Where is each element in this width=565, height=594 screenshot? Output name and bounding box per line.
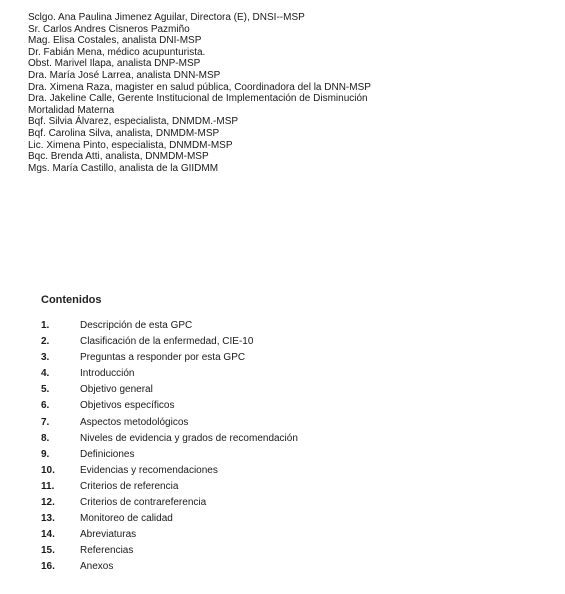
author-list [28, 12, 558, 174]
toc-label: Abreviaturas [80, 529, 137, 541]
toc-number: 8. [41, 432, 50, 444]
author-line: Mag. Elisa Costales, analista DNI-MSP [28, 35, 202, 47]
toc-number: 2. [41, 336, 50, 348]
toc-label: Evidencias y recomendaciones [80, 464, 218, 476]
toc-item [41, 433, 521, 449]
toc-item [41, 561, 521, 577]
toc-item [41, 497, 521, 513]
toc-label: Objetivos específicos [80, 400, 175, 412]
toc-item [41, 320, 521, 336]
toc-number: 4. [41, 368, 50, 380]
toc-number: 6. [41, 400, 50, 412]
toc-label: Aspectos metodológicos [80, 416, 189, 428]
author-line: Mgs. María Castillo, analista de la GIIDMM [28, 162, 219, 174]
toc-label: Criterios de contrareferencia [80, 497, 207, 509]
toc-item [41, 336, 521, 352]
toc-label: Descripción de esta GPC [80, 320, 193, 331]
toc-item [41, 368, 521, 384]
author-line: Dra. Ximena Raza, magister en salud pública, Coordinadora del la DNN-MSP [28, 81, 371, 93]
author-line: Bqf. Silvia Álvarez, especialista, DNMDM.-MSP [28, 116, 239, 128]
toc-label: Introducción [80, 368, 135, 380]
toc-label: Definiciones [80, 448, 135, 460]
toc-item [41, 400, 521, 416]
toc-number: 5. [41, 384, 50, 396]
author-line: Bqc. Brenda Atti, analista, DNMDM-MSP [28, 151, 209, 163]
toc-item [41, 513, 521, 529]
toc-label: Objetivo general [80, 384, 153, 396]
table-of-contents [41, 320, 521, 578]
toc-number: 13. [41, 513, 55, 525]
toc-number: 12. [41, 497, 55, 509]
toc-label: Monitoreo de calidad [80, 513, 173, 525]
toc-label: Niveles de evidencia y grados de recomendación [80, 432, 298, 444]
toc-number: 9. [41, 448, 50, 460]
author-line: Dr. Fabián Mena, médico acupunturista. [28, 46, 206, 58]
toc-label: Preguntas a responder por esta GPC [80, 352, 246, 364]
toc-number: 15. [41, 545, 55, 557]
toc-number: 16. [41, 561, 55, 573]
toc-item [41, 481, 521, 497]
author-line: Lic. Ximena Pinto, especialista, DNMDM-MSP [28, 139, 233, 151]
author-line: Obst. Marivel Ilapa, analista DNP-MSP [28, 58, 201, 70]
toc-label: Anexos [80, 561, 114, 573]
author-line: Bqf. Carolina Silva, analista, DNMDM-MSP [28, 127, 220, 139]
toc-label: Criterios de referencia [80, 480, 179, 492]
toc-item [41, 465, 521, 481]
toc-number: 7. [41, 416, 50, 428]
author-line: Mortalidad Materna [28, 104, 115, 116]
toc-item [41, 545, 521, 561]
author-line: Dra. María José Larrea, analista DNN-MSP [28, 69, 221, 81]
toc-item [41, 384, 521, 400]
author-line: Sclgo. Ana Paulina Jimenez Aguilar, Directora (E), DNSI--MSP [28, 12, 305, 23]
toc-number: 1. [41, 320, 50, 331]
toc-item [41, 449, 521, 465]
toc-number: 14. [41, 529, 55, 541]
toc-item [41, 417, 521, 433]
toc-number: 3. [41, 352, 50, 364]
toc-number: 10. [41, 464, 55, 476]
toc-item [41, 352, 521, 368]
contents-heading: Contenidos [41, 294, 102, 306]
toc-number: 11. [41, 480, 55, 492]
toc-item [41, 529, 521, 545]
toc-label: Clasificación de la enfermedad, CIE-10 [80, 336, 254, 348]
toc-label: Referencias [80, 545, 134, 557]
author-line: Dra. Jakeline Calle, Gerente Institucional de Implementación de Disminución [28, 93, 368, 105]
author-line: Sr. Carlos Andres Cisneros Pazmiño [28, 23, 190, 35]
